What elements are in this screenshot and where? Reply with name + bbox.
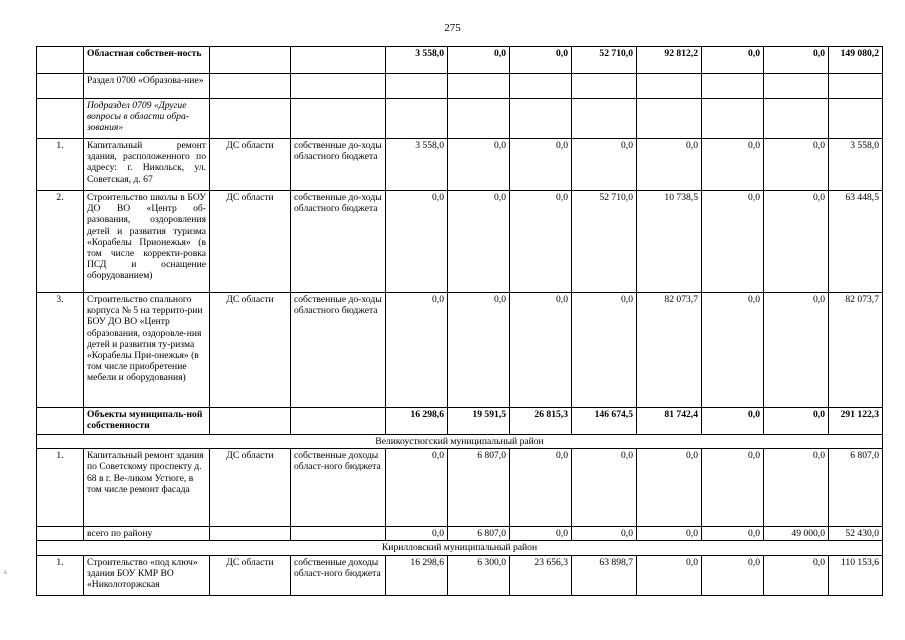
value-cell: 0,0 bbox=[764, 47, 829, 74]
district-title: Кирилловский муниципальный район bbox=[37, 541, 883, 555]
row-title: Областная собствен-ность bbox=[84, 47, 210, 74]
value-cell: 0,0 bbox=[510, 191, 572, 293]
value-cell: 0,0 bbox=[702, 555, 764, 595]
table-row bbox=[37, 139, 883, 191]
table-row bbox=[37, 555, 883, 595]
value-cell: 26 815,3 bbox=[510, 408, 572, 435]
value-cell: 16 298,6 bbox=[386, 408, 448, 435]
value-cell: 0,0 bbox=[764, 449, 829, 527]
value-cell: 0,0 bbox=[510, 47, 572, 74]
customer-cell: ДС области bbox=[210, 293, 291, 408]
section-title: Раздел 0700 «Образова-ние» bbox=[84, 74, 210, 99]
table-row-municipal-total bbox=[37, 408, 883, 435]
value-cell: 0,0 bbox=[702, 527, 764, 541]
value-cell: 0,0 bbox=[702, 449, 764, 527]
funding-source: собственные доходы област-ного бюджета bbox=[291, 449, 386, 527]
funding-source: собственные доходы област-ного бюджета bbox=[291, 555, 386, 595]
value-cell: 0,0 bbox=[764, 408, 829, 435]
value-cell: 0,0 bbox=[637, 555, 702, 595]
value-cell: 0,0 bbox=[448, 293, 510, 408]
value-cell: 3 558,0 bbox=[829, 139, 883, 191]
table-row-district-total bbox=[37, 527, 883, 541]
value-cell: 92 812,2 bbox=[637, 47, 702, 74]
customer-cell: ДС области bbox=[210, 139, 291, 191]
value-cell: 0,0 bbox=[702, 139, 764, 191]
value-cell: 49 000,0 bbox=[764, 527, 829, 541]
object-name: Строительство школы в БОУ ДО ВО «Центр об-разования, оздоровления детей и развития туризма «Корабелы Прионежья» (в том числе корректи-ровка ПСД и оснащение оборудованием) bbox=[84, 191, 210, 293]
value-cell: 10 738,5 bbox=[637, 191, 702, 293]
row-number: 1. bbox=[37, 139, 84, 191]
row-title: всего по району bbox=[84, 527, 210, 541]
page-number: 275 bbox=[444, 22, 461, 34]
table-row bbox=[37, 449, 883, 527]
table-row-district-header bbox=[37, 541, 883, 555]
value-cell: 0,0 bbox=[764, 139, 829, 191]
funding-source: собственные до-ходы областного бюджета bbox=[291, 139, 386, 191]
value-cell: 149 080,2 bbox=[829, 47, 883, 74]
value-cell: 6 300,0 bbox=[448, 555, 510, 595]
value-cell: 52 710,0 bbox=[572, 47, 637, 74]
value-cell: 0,0 bbox=[510, 293, 572, 408]
table-row-district-header bbox=[37, 435, 883, 449]
value-cell: 0,0 bbox=[386, 449, 448, 527]
row-number: 1. bbox=[37, 449, 84, 527]
customer-cell: ДС области bbox=[210, 191, 291, 293]
value-cell: 0,0 bbox=[637, 527, 702, 541]
margin-mark: s bbox=[4, 568, 7, 576]
value-cell: 52 710,0 bbox=[572, 191, 637, 293]
value-cell: 110 153,6 bbox=[829, 555, 883, 595]
value-cell: 0,0 bbox=[448, 139, 510, 191]
value-cell: 52 430,0 bbox=[829, 527, 883, 541]
value-cell: 6 807,0 bbox=[448, 527, 510, 541]
value-cell: 0,0 bbox=[764, 293, 829, 408]
object-name: Капитальный ремонт здания, расположенного по адресу: г. Никольск, ул. Советская, д. 67 bbox=[84, 139, 210, 191]
row-number bbox=[37, 47, 84, 74]
value-cell: 291 122,3 bbox=[829, 408, 883, 435]
row-number: 1. bbox=[37, 555, 84, 595]
value-cell: 0,0 bbox=[572, 527, 637, 541]
value-cell: 0,0 bbox=[510, 449, 572, 527]
value-cell: 0,0 bbox=[448, 191, 510, 293]
object-name: Строительство «под ключ» здания БОУ КМР ВО «Николоторжская bbox=[84, 555, 210, 595]
value-cell: 0,0 bbox=[572, 449, 637, 527]
value-cell: 0,0 bbox=[702, 408, 764, 435]
table-row-regional-total bbox=[37, 47, 883, 74]
customer-cell: ДС области bbox=[210, 555, 291, 595]
table-row-subsection bbox=[37, 99, 883, 139]
value-cell: 0,0 bbox=[572, 139, 637, 191]
budget-table bbox=[36, 46, 883, 596]
value-cell: 63 898,7 bbox=[572, 555, 637, 595]
value-cell: 0,0 bbox=[637, 139, 702, 191]
value-cell: 3 558,0 bbox=[386, 139, 448, 191]
object-name: Капитальный ремонт здания по Советскому проспекту д. 68 в г. Ве-ликом Устюге, в том числе ремонт фасада bbox=[84, 449, 210, 527]
value-cell: 0,0 bbox=[510, 527, 572, 541]
value-cell: 0,0 bbox=[572, 293, 637, 408]
value-cell: 146 674,5 bbox=[572, 408, 637, 435]
row-number: 2. bbox=[37, 191, 84, 293]
value-cell: 16 298,6 bbox=[386, 555, 448, 595]
value-cell: 0,0 bbox=[448, 47, 510, 74]
funding-source: собственные до-ходы областного бюджета bbox=[291, 191, 386, 293]
table-row bbox=[37, 191, 883, 293]
value-cell: 0,0 bbox=[386, 527, 448, 541]
value-cell: 0,0 bbox=[764, 191, 829, 293]
funding-source: собственные до-ходы областного бюджета bbox=[291, 293, 386, 408]
value-cell: 23 656,3 bbox=[510, 555, 572, 595]
object-name: Строительство спального корпуса № 5 на террито-рии БОУ ДО ВО «Центр образования, оздоровле-ния детей и развития ту-ризма «Корабелы При-онежья» (в том числе приобретение мебели и оборудования) bbox=[84, 293, 210, 408]
value-cell: 63 448,5 bbox=[829, 191, 883, 293]
value-cell: 0,0 bbox=[702, 191, 764, 293]
row-number: 3. bbox=[37, 293, 84, 408]
value-cell: 0,0 bbox=[702, 293, 764, 408]
value-cell: 6 807,0 bbox=[829, 449, 883, 527]
value-cell: 0,0 bbox=[386, 293, 448, 408]
table-row bbox=[37, 293, 883, 408]
district-title: Великоустюгский муниципальный район bbox=[37, 435, 883, 449]
subsection-title: Подраздел 0709 «Другие вопросы в области обра-зования» bbox=[84, 99, 210, 139]
row-title: Объекты муниципаль-ной собственности bbox=[84, 408, 210, 435]
table-row-section bbox=[37, 74, 883, 99]
value-cell: 0,0 bbox=[764, 555, 829, 595]
customer-cell: ДС области bbox=[210, 449, 291, 527]
value-cell: 82 073,7 bbox=[637, 293, 702, 408]
value-cell: 6 807,0 bbox=[448, 449, 510, 527]
value-cell: 0,0 bbox=[510, 139, 572, 191]
value-cell: 0,0 bbox=[386, 191, 448, 293]
value-cell: 19 591,5 bbox=[448, 408, 510, 435]
value-cell: 0,0 bbox=[702, 47, 764, 74]
value-cell: 3 558,0 bbox=[386, 47, 448, 74]
value-cell: 81 742,4 bbox=[637, 408, 702, 435]
value-cell: 0,0 bbox=[637, 449, 702, 527]
value-cell: 82 073,7 bbox=[829, 293, 883, 408]
